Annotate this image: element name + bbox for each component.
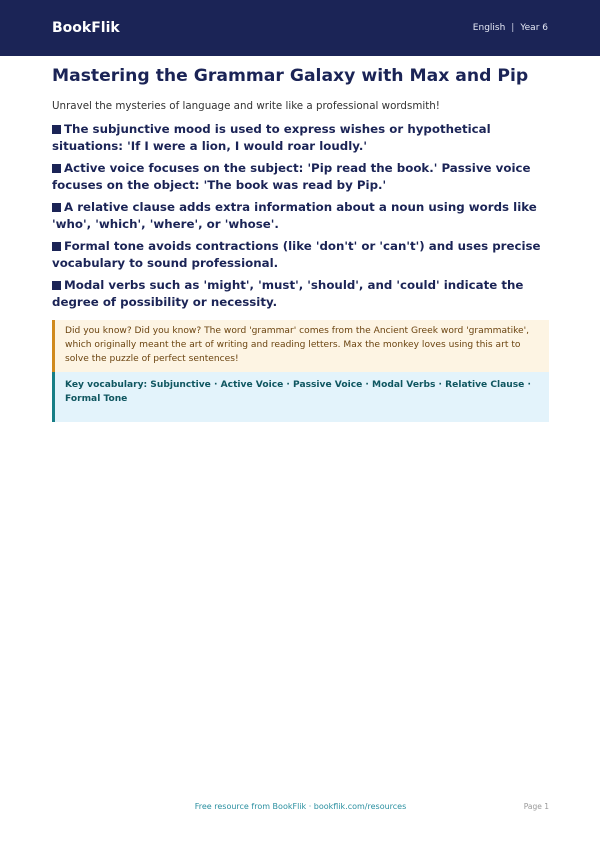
bullet-item xyxy=(52,121,549,155)
square-bullet-icon xyxy=(52,242,61,251)
square-bullet-icon xyxy=(52,125,61,134)
footer-credit-link[interactable]: Free resource from BookFlik · bookflik.com/resources xyxy=(194,802,407,811)
page-footer xyxy=(52,802,549,814)
did-you-know-callout: Did you know? Did you know? The word 'grammar' comes from the Ancient Greek word 'grammatike', which originally meant the art of writing and reading letters. Max the monkey loves using this art to solve the puzzle of perfect sentences! xyxy=(52,320,549,372)
brand-logo[interactable]: BookFlik xyxy=(52,20,120,36)
bullet-text: A relative clause adds extra information about a noun using words like 'who', 'which', 'where', or 'whose'. xyxy=(52,200,537,231)
year-label: Year 6 xyxy=(520,23,548,33)
bullet-text: Modal verbs such as 'might', 'must', 'should', and 'could' indicate the degree of possibility or necessity. xyxy=(52,278,524,309)
bullet-item xyxy=(52,238,549,272)
bullet-text: The subjunctive mood is used to express wishes or hypothetical situations: 'If I were a lion, I would roar loudly.' xyxy=(52,122,491,153)
header-meta xyxy=(473,23,548,33)
bullet-list xyxy=(52,121,549,311)
subject-label: English xyxy=(472,23,506,33)
page-subtitle: Unravel the mysteries of language and write like a professional wordsmith! xyxy=(52,100,440,112)
main-content xyxy=(52,64,549,422)
bullet-text: Formal tone avoids contractions (like 'don't' or 'can't') and uses precise vocabulary to sound professional. xyxy=(52,239,541,270)
square-bullet-icon xyxy=(52,203,61,212)
bullet-item xyxy=(52,199,549,233)
page-title: Mastering the Grammar Galaxy with Max and Pip xyxy=(52,66,529,86)
square-bullet-icon xyxy=(52,164,61,173)
page-header xyxy=(0,0,600,56)
key-vocabulary-box: Key vocabulary: Subjunctive · Active Voice · Passive Voice · Modal Verbs · Relative Clause · Formal Tone xyxy=(52,372,549,422)
meta-separator: | xyxy=(511,23,515,33)
bullet-item xyxy=(52,277,549,311)
bullet-text: Active voice focuses on the subject: 'Pip read the book.' Passive voice focuses on the object: 'The book was read by Pip.' xyxy=(52,161,531,192)
page-number: Page 1 xyxy=(523,802,549,811)
bullet-item xyxy=(52,160,549,194)
square-bullet-icon xyxy=(52,281,61,290)
